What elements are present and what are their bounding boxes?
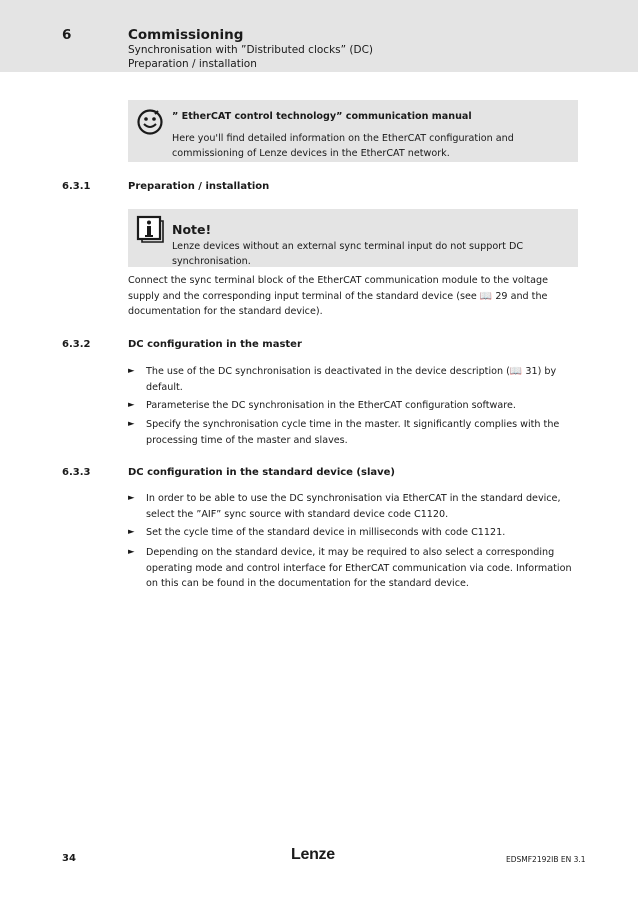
lenze-logo: Lenze (291, 846, 335, 863)
note-box (128, 209, 578, 267)
chapter-title: Commissioning (128, 27, 244, 43)
section-6-3-3-number: 6.3.3 (62, 467, 91, 478)
bullet-arrow-icon: ► (128, 400, 135, 410)
section-6-3-1-number: 6.3.1 (62, 181, 91, 192)
section-6-3-1-title: Preparation / installation (128, 181, 270, 192)
note-text: Lenze devices without an external sync terminal input do not support DC synchronisation. (172, 241, 524, 267)
bullet-text: Depending on the standard device, it may be required to also select a corresponding operating mode and control interface for EtherCAT communication via code. Information on this can be found in the documentation for the standard device. (146, 547, 572, 589)
bullet-text: Specify the synchronisation cycle time in the master. It significantly complies with the processing time of the master and slaves. (146, 419, 560, 446)
chapter-number: 6 (62, 27, 72, 43)
bullet-ref-text: 31) by default. (146, 366, 557, 393)
manual-box-title: ” EtherCAT control technology” communication manual (172, 111, 472, 122)
document-id: EDSMF2192IB EN 3.1 (506, 855, 586, 864)
bullet-arrow-icon: ► (128, 547, 135, 557)
book-ref-icon: 📖 (509, 366, 523, 377)
header-band (0, 0, 638, 72)
bullet-arrow-icon: ► (128, 419, 135, 429)
book-ref-icon: 📖 (479, 290, 493, 302)
header-subtitle-2: Preparation / installation (128, 58, 257, 70)
bullet-arrow-icon: ► (128, 366, 135, 376)
paragraph-text: Connect the sync terminal block of the EtherCAT communication module to the voltage supply and the corresponding input terminal of the standard device (see (128, 275, 549, 302)
bullet-text: In order to be able to use the DC synchronisation via EtherCAT in the standard device, select the ”AIF” sync source with standard device code C1120. (146, 493, 561, 520)
manual-box-text: Here you'll find detailed information on the EtherCAT configuration and commissioning of Lenze devices in the EtherCAT network. (172, 133, 514, 159)
bullet-text: Parameterise the DC synchronisation in the EtherCAT configuration software. (146, 400, 516, 411)
section-6-3-3-title: DC configuration in the standard device (slave) (128, 467, 396, 478)
paragraph-ref-text: 29 and the documentation for the standard device). (128, 290, 548, 317)
bullet-text: Set the cycle time of the standard device in milliseconds with code C1121. (146, 527, 506, 538)
header-subtitle-1: Synchronisation with ”Distributed clocks” (DC) (128, 44, 374, 56)
manual-reference-box (128, 100, 578, 162)
section-6-3-2-title: DC configuration in the master (128, 339, 302, 350)
section-6-3-1-paragraph (128, 273, 578, 320)
page-number: 34 (62, 853, 76, 864)
note-title: Note! (172, 222, 212, 237)
bullet-text: The use of the DC synchronisation is deactivated in the device description ( (146, 366, 510, 377)
manual-reference-icon (136, 108, 164, 136)
section-6-3-2-number: 6.3.2 (62, 339, 91, 350)
bullet-arrow-icon: ► (128, 527, 135, 537)
bullet-arrow-icon: ► (128, 493, 135, 503)
info-note-icon (136, 215, 164, 243)
